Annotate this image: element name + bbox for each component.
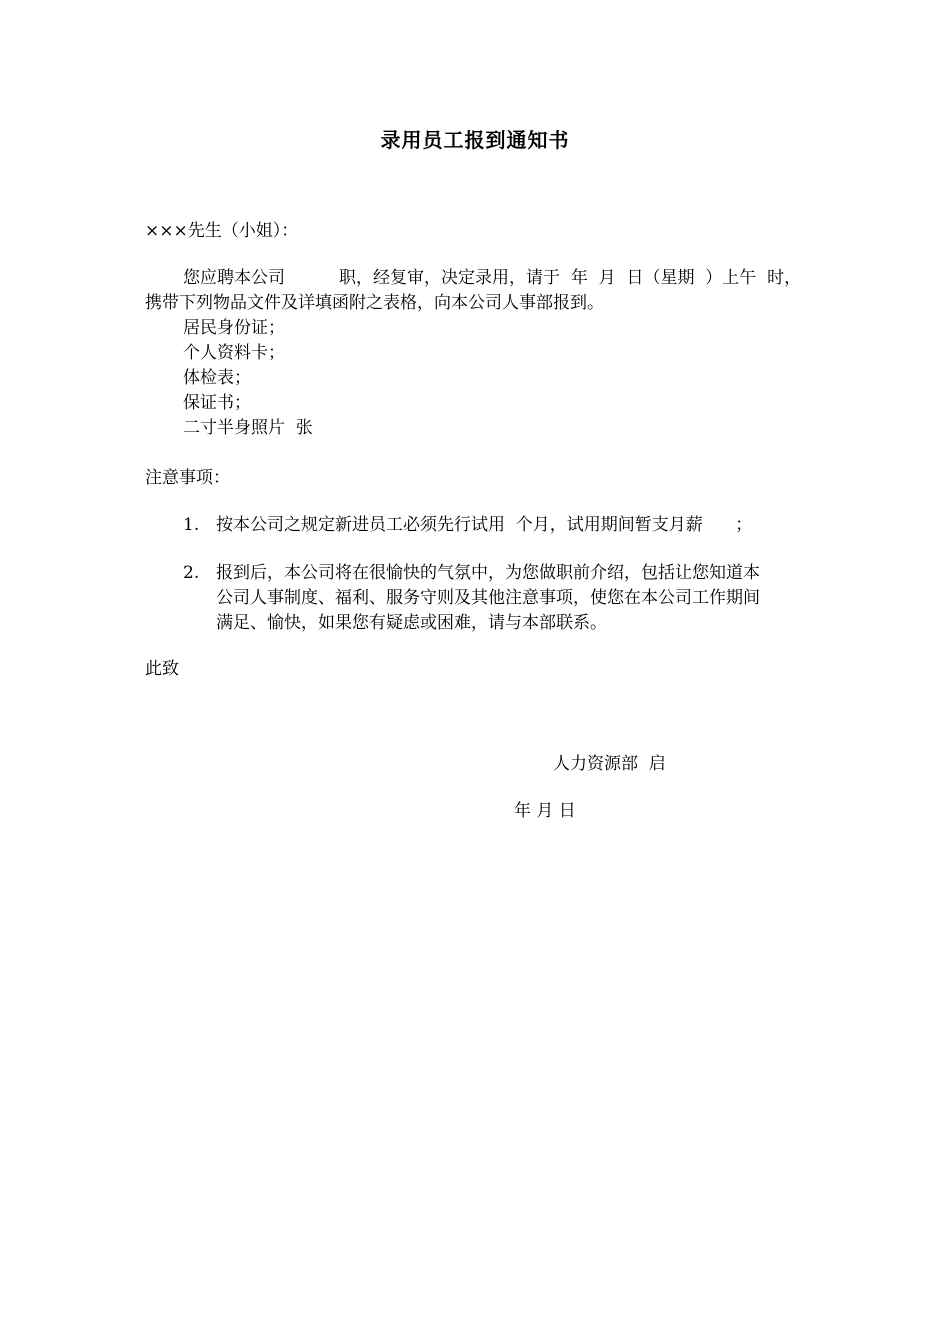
date-line: 年 月 日 (514, 801, 576, 821)
list-item: 二寸半身照片 张 (183, 418, 313, 438)
list-item: 居民身份证； (183, 318, 285, 338)
note-number: 1. (183, 515, 200, 535)
salutation: ×××先生（小姐）： (145, 221, 299, 241)
list-item: 保证书； (183, 393, 251, 413)
list-item: 体检表； (183, 368, 251, 388)
note-text: 按本公司之规定新进员工必须先行试用 个月，试用期间暂支月薪 ； (216, 515, 753, 535)
closing: 此致 (145, 659, 179, 679)
note-text-line: 公司人事制度、福利、服务守则及其他注意事项，使您在本公司工作期间 (216, 588, 760, 608)
document-title: 录用员工报到通知书 (380, 128, 570, 152)
note-text-line: 满足、愉快，如果您有疑虑或困难，请与本部联系。 (216, 613, 607, 633)
intro-line-1: 您应聘本公司 职，经复审，决定录用，请于 年 月 日（星期 ）上午 时， (183, 268, 802, 288)
note-number: 2. (183, 563, 200, 583)
signature: 人力资源部 启 (553, 754, 666, 774)
intro-line-2: 携带下列物品文件及详填函附之表格，向本公司人事部报到。 (145, 293, 604, 313)
notes-heading: 注意事项： (145, 468, 230, 488)
note-text-line: 报到后，本公司将在很愉快的气氛中，为您做职前介绍，包括让您知道本 (216, 563, 760, 583)
list-item: 个人资料卡； (183, 343, 285, 363)
